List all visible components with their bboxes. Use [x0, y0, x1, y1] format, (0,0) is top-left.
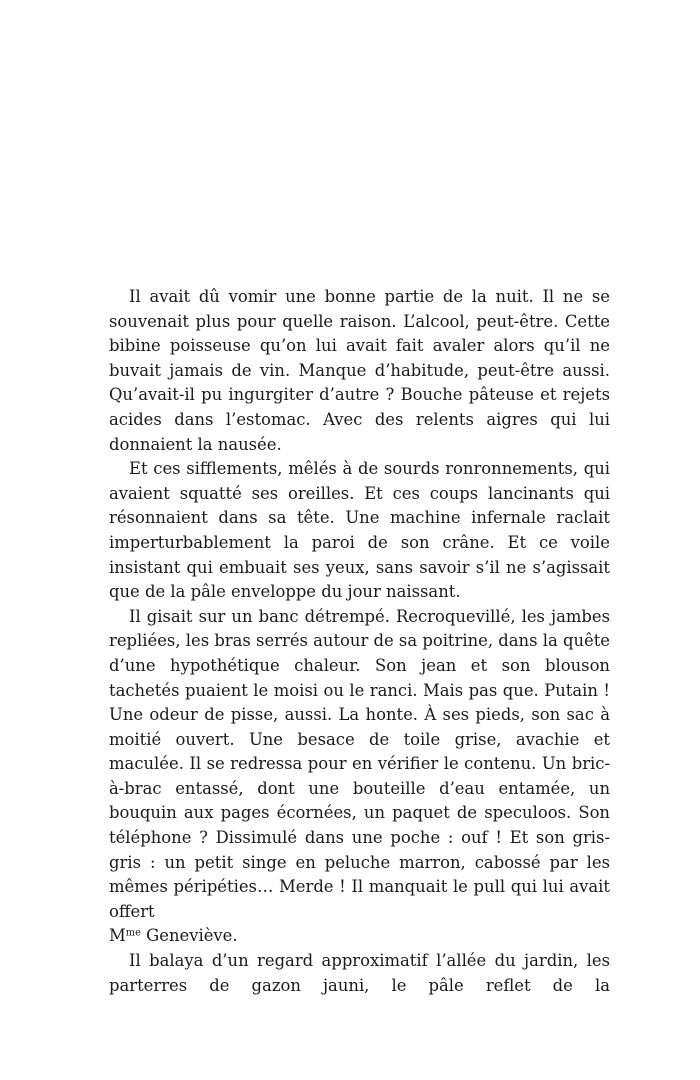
paragraph-2: Et ces sifflements, mêlés à de sourds ronronnements, qui avaient squatté ses oreilles. Et ces coups lancinants qui résonnaient dans sa tête. Une machine infernale raclait imperturbablement la paroi de son crâne. Et ce voile insistant qui embuait ses yeux, sans savoir s’il ne s’agissait que de la pâle enveloppe du jour naissant. [109, 459, 610, 602]
name-genevieve: Geneviève. [140, 926, 238, 946]
paragraph-3-text: Il gisait sur un banc détrempé. Recroquevillé, les jambes repliées, les bras serrés autour de sa poitrine, dans la quête d’une hypothétique chaleur. Son jean et son blouson tachetés puaient le moisi ou le ranci. Mais pas que. Putain ! Une odeur de pisse, aussi. La honte. À ses pieds, son sac à moitié ouvert. Une besace de toile grise, avachie et maculée. Il se redressa pour en vérifier le contenu. Un bric-à-brac entassé, dont une bouteille d’eau entamée, un bouquin aux pages écornées, un paquet de speculoos. Son téléphone ? Dissimulé dans une poche : ouf ! Et son gris-gris : un petit singe en peluche marron, cabossé par les mêmes péripéties… Merde ! Il manquait le pull qui lui avait offert [109, 606, 610, 921]
paragraph-1: Il avait dû vomir une bonne partie de la nuit. Il ne se souvenait plus pour quelle raison. L’alcool, peut-être. Cette bibine poisseuse qu’on lui avait fait avaler alors qu’il ne buvait jamais de vin. Manque d’habitude, peut-être aussi. Qu’avait-il pu ingurgiter d’autre ? Bouche pâteuse et rejets acides dans l’estomac. Avec des relents aigres qui lui donnaient la nausée. [109, 287, 610, 454]
paragraph-4: Il balaya d’un regard approximatif l’allée du jardin, les parterres de gazon jauni, le pâle reflet de la [109, 951, 610, 995]
honorific: $M^{me}$ [109, 926, 141, 946]
paragraph-3 [109, 605, 610, 949]
book-page [109, 285, 610, 998]
